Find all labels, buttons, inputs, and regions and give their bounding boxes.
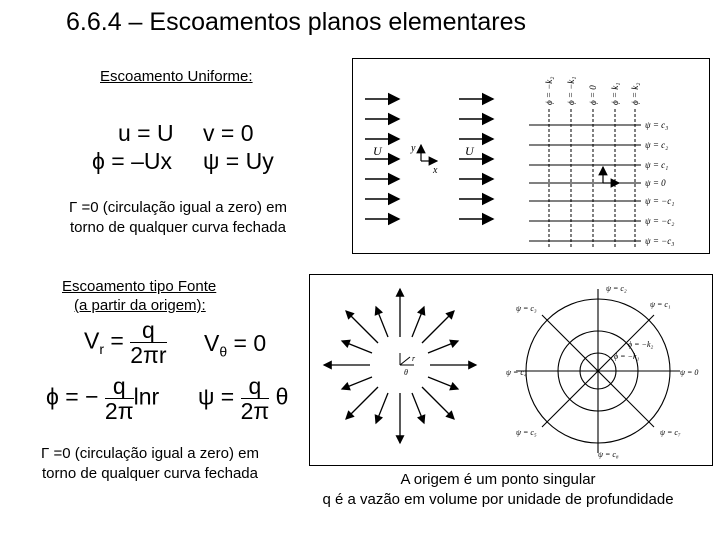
vt-lhs: V bbox=[204, 330, 220, 356]
uniform-circulation-line1: Γ =0 (circulação igual a zero) em bbox=[69, 199, 287, 216]
uniform-y-axis-label: y bbox=[411, 143, 416, 154]
src-psi-0: ψ = 0 bbox=[680, 368, 699, 377]
source-note bbox=[286, 470, 710, 510]
psi-label-3: ψ = c₁ bbox=[645, 160, 669, 170]
src-phi-k1: ϕ = −k₁ bbox=[614, 352, 640, 361]
source-circulation-line2: torno de qualquer curva fechada bbox=[42, 465, 258, 482]
source-circulation-line1: Γ =0 (circulação igual a zero) em bbox=[41, 445, 259, 462]
psi-label-7: ψ = −c₃ bbox=[645, 236, 675, 246]
psi-denominator: 2π bbox=[240, 398, 270, 424]
vr-denominator: 2πr bbox=[130, 342, 167, 368]
uniform-heading: Escoamento Uniforme: bbox=[100, 68, 253, 85]
src-psi-c7: ψ = c₇ bbox=[660, 428, 681, 437]
phi-numerator: q bbox=[105, 374, 134, 399]
uniform-flow-diagram bbox=[353, 59, 709, 253]
source-circulation-text bbox=[12, 444, 288, 484]
source-theta-label: θ bbox=[404, 368, 408, 377]
streamline-grid bbox=[529, 125, 641, 241]
streamline-rays bbox=[516, 289, 680, 453]
phi-rhs: lnr bbox=[133, 383, 160, 410]
slide-title: 6.6.4 – Escoamentos planos elementares bbox=[66, 8, 526, 36]
grid-axes bbox=[603, 167, 619, 183]
source-phi-labels bbox=[614, 340, 653, 361]
psi-lhs: ψ = bbox=[198, 383, 235, 410]
uniform-x-axis-label: x bbox=[433, 165, 438, 176]
eq-phi-source bbox=[46, 374, 159, 423]
potential-labels bbox=[544, 77, 640, 105]
psi-label-6: ψ = −c₂ bbox=[645, 216, 675, 226]
uniform-circulation-text bbox=[40, 198, 316, 238]
psi-rhs: θ bbox=[275, 383, 289, 410]
psi-label-2: ψ = c₂ bbox=[645, 140, 669, 150]
phi-lhs: ϕ = − bbox=[46, 383, 99, 410]
psi-fraction bbox=[241, 374, 270, 423]
middle-flow-arrows bbox=[459, 99, 493, 219]
eq-u: u = U bbox=[118, 120, 174, 146]
src-psi-c4: ψ = c₄ bbox=[506, 368, 527, 377]
src-psi-c1: ψ = c₁ bbox=[650, 300, 671, 309]
vt-sub: θ bbox=[219, 343, 228, 360]
src-psi-c3: ψ = c₃ bbox=[516, 304, 537, 313]
eq-psi-source bbox=[198, 374, 288, 423]
vr-sub: r bbox=[99, 341, 105, 358]
uniform-circulation-line2: torno de qualquer curva fechada bbox=[70, 219, 286, 236]
eq-phi-uniform: ϕ = –Ux bbox=[92, 148, 172, 174]
phi-label-1: ϕ = −k₂ bbox=[544, 76, 554, 105]
uniform-axes bbox=[421, 145, 437, 161]
uniform-flow-figure bbox=[352, 58, 710, 254]
src-psi-c5: ψ = c₅ bbox=[516, 428, 537, 437]
source-note-line2: q é a vazão em volume por unidade de profundidade bbox=[322, 491, 674, 508]
src-psi-c8: ψ = c₈ bbox=[598, 450, 619, 459]
vr-fraction bbox=[130, 318, 166, 367]
eq-vtheta bbox=[204, 330, 266, 360]
source-r-label: r bbox=[412, 354, 416, 363]
vt-rhs: = 0 bbox=[233, 330, 267, 356]
phi-denominator: 2π bbox=[104, 398, 134, 424]
source-flow-diagram bbox=[310, 275, 712, 465]
source-heading-line2: (a partir da origem): bbox=[74, 297, 206, 314]
eq-v: v = 0 bbox=[203, 120, 254, 146]
phi-label-2: ϕ = −k₁ bbox=[566, 76, 576, 105]
eq-psi-uniform: ψ = Uy bbox=[203, 148, 274, 174]
psi-label-5: ψ = −c₁ bbox=[645, 196, 675, 206]
source-note-line1: A origem é um ponto singular bbox=[400, 471, 596, 488]
source-radial-arrows bbox=[324, 289, 476, 443]
left-u-label: U bbox=[373, 144, 382, 158]
potential-grid bbox=[549, 109, 635, 249]
phi-fraction bbox=[105, 374, 134, 423]
source-heading-line1: Escoamento tipo Fonte bbox=[62, 278, 217, 295]
vr-eq-sign: = bbox=[110, 327, 124, 354]
src-psi-c2: ψ = c₂ bbox=[606, 284, 627, 293]
middle-u-label: U bbox=[465, 144, 474, 158]
streamline-labels bbox=[645, 120, 674, 246]
phi-label-5: ϕ = k₂ bbox=[630, 82, 640, 105]
vr-numerator: q bbox=[130, 318, 166, 343]
phi-label-3: ϕ = 0 bbox=[588, 85, 598, 105]
src-phi-k2: ϕ = −k₂ bbox=[628, 340, 654, 349]
psi-label-1: ψ = c₃ bbox=[645, 120, 669, 130]
left-flow-arrows bbox=[365, 99, 399, 219]
psi-numerator: q bbox=[241, 374, 270, 399]
psi-label-4: ψ = 0 bbox=[645, 178, 666, 188]
vr-lhs: V bbox=[84, 327, 100, 354]
eq-vr bbox=[84, 318, 167, 367]
source-flow-figure bbox=[309, 274, 713, 466]
phi-label-4: ϕ = k₁ bbox=[610, 82, 620, 105]
